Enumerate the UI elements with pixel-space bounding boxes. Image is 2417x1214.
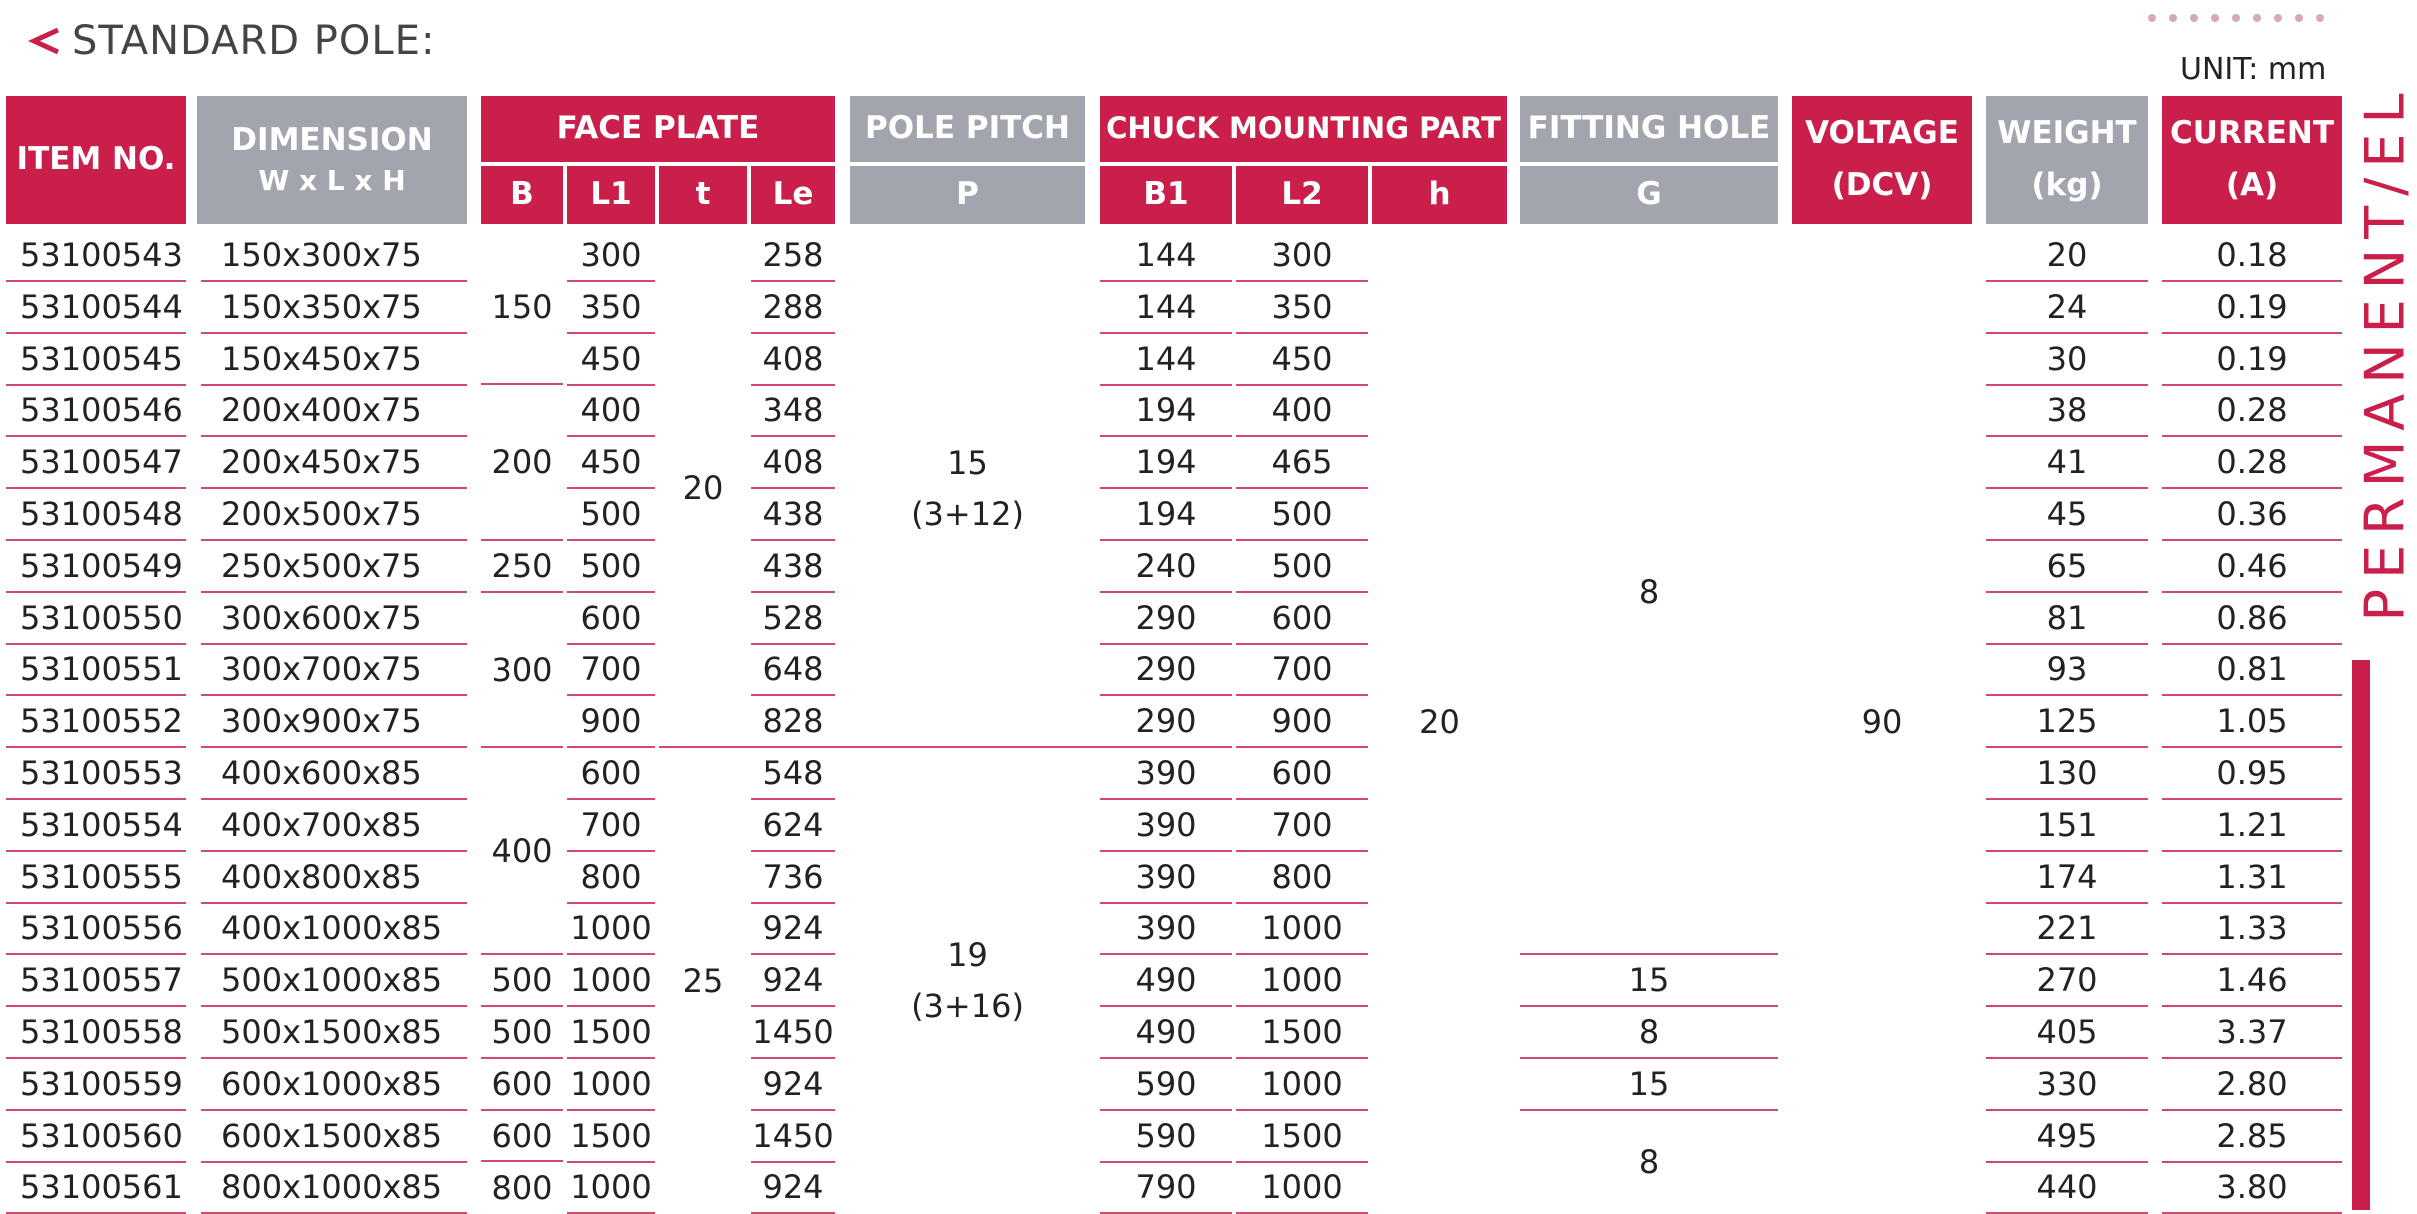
cell-item: 53100548: [6, 489, 186, 541]
merged-b: 150: [491, 288, 553, 327]
cell-l1: 1500: [567, 1007, 655, 1059]
cell-item: 53100555: [6, 852, 186, 904]
cell-le: 438: [751, 541, 835, 593]
cell-weight: 65: [1986, 541, 2148, 593]
cell-dim: 150x450x75: [201, 334, 467, 386]
cell-le: 408: [751, 437, 835, 489]
cell-dim: 250x500x75: [201, 541, 467, 593]
cell-b1: 590: [1100, 1059, 1232, 1111]
merged-b: 600: [491, 1116, 553, 1155]
cell-item: 53100550: [6, 593, 186, 645]
cell-l1: 800: [567, 852, 655, 904]
chevron-left-icon: [28, 24, 62, 58]
merged-p: 19 (3+16): [911, 935, 1024, 1026]
cell-l2: 300: [1236, 230, 1368, 282]
header-g: G: [1520, 166, 1778, 224]
cell-b1: 490: [1100, 1007, 1232, 1059]
cell-current: 1.21: [2162, 800, 2342, 852]
cell-dim: 400x800x85: [201, 852, 467, 904]
merged-b: 800: [491, 1168, 553, 1207]
cell-weight: 270: [1986, 955, 2148, 1007]
cell-l2: 500: [1236, 541, 1368, 593]
cell-dim: 300x900x75: [201, 696, 467, 748]
cell-dim: 200x450x75: [201, 437, 467, 489]
cell-item: 53100557: [6, 955, 186, 1007]
cell-dim: 200x500x75: [201, 489, 467, 541]
cell-current: 1.05: [2162, 696, 2342, 748]
page-title-text: STANDARD POLE:: [72, 18, 436, 64]
cell-weight: 130: [1986, 748, 2148, 800]
cell-weight: 41: [1986, 437, 2148, 489]
cell-weight: 330: [1986, 1059, 2148, 1111]
header-t: t: [659, 166, 747, 224]
cell-weight: 151: [1986, 800, 2148, 852]
merged-t: 20: [682, 469, 724, 508]
cell-l1: 700: [567, 800, 655, 852]
merged-b: 500: [491, 961, 553, 1000]
cell-item: 53100546: [6, 385, 186, 437]
cell-le: 924: [751, 1162, 835, 1214]
cell-l1: 300: [567, 230, 655, 282]
cell-dim: 400x1000x85: [201, 903, 467, 955]
cell-b1: 240: [1100, 541, 1232, 593]
cell-item: 53100561: [6, 1162, 186, 1214]
cell-le: 924: [751, 955, 835, 1007]
cell-item: 53100553: [6, 748, 186, 800]
merged-g: 15: [1628, 961, 1670, 1000]
merged-b: 400: [491, 832, 553, 870]
cell-weight: 125: [1986, 696, 2148, 748]
cell-item: 53100551: [6, 644, 186, 696]
cell-item: 53100560: [6, 1111, 186, 1163]
cell-current: 0.95: [2162, 748, 2342, 800]
cell-current: 0.19: [2162, 282, 2342, 334]
cell-dim: 300x600x75: [201, 593, 467, 645]
cell-item: 53100545: [6, 334, 186, 386]
header-face-plate: FACE PLATE: [481, 96, 835, 162]
cell-dim: 400x600x85: [201, 748, 467, 800]
side-title: [2345, 10, 2417, 622]
cell-item: 53100559: [6, 1059, 186, 1111]
cell-l2: 800: [1236, 852, 1368, 904]
cell-b1: 790: [1100, 1162, 1232, 1214]
cell-current: 2.80: [2162, 1059, 2342, 1111]
header-dimension-label: DIMENSION: [231, 122, 433, 159]
merged-b: 300: [491, 650, 553, 689]
header-dimension: [197, 96, 467, 224]
header-current-label: CURRENT: [2170, 115, 2334, 152]
cell-dim: 800x1000x85: [201, 1162, 467, 1214]
cell-current: 0.86: [2162, 593, 2342, 645]
cell-weight: 495: [1986, 1111, 2148, 1163]
cell-current: 0.28: [2162, 385, 2342, 437]
cell-dim: 600x1000x85: [201, 1059, 467, 1111]
cell-l2: 500: [1236, 489, 1368, 541]
merged-t: 25: [682, 961, 724, 1000]
cell-le: 258: [751, 230, 835, 282]
cell-item: 53100552: [6, 696, 186, 748]
cell-le: 1450: [751, 1111, 835, 1163]
cell-current: 2.85: [2162, 1111, 2342, 1163]
cell-l2: 450: [1236, 334, 1368, 386]
header-current: [2162, 96, 2342, 224]
cell-l1: 1000: [567, 955, 655, 1007]
cell-b1: 390: [1100, 748, 1232, 800]
cell-b1: 290: [1100, 696, 1232, 748]
cell-l2: 1500: [1236, 1007, 1368, 1059]
cell-dim: 300x700x75: [201, 644, 467, 696]
merged-b: 600: [491, 1065, 553, 1104]
cell-l2: 1000: [1236, 955, 1368, 1007]
cell-le: 528: [751, 593, 835, 645]
cell-weight: 30: [1986, 334, 2148, 386]
cell-weight: 45: [1986, 489, 2148, 541]
cell-l1: 1000: [567, 1059, 655, 1111]
merged-g: 8: [1638, 573, 1660, 611]
header-weight-unit: (kg): [2031, 167, 2103, 203]
cell-l2: 600: [1236, 593, 1368, 645]
cell-b1: 590: [1100, 1111, 1232, 1163]
cell-le: 648: [751, 644, 835, 696]
cell-b1: 144: [1100, 334, 1232, 386]
cell-l1: 1000: [567, 903, 655, 955]
cell-dim: 150x350x75: [201, 282, 467, 334]
cell-weight: 221: [1986, 903, 2148, 955]
cell-l1: 1500: [567, 1111, 655, 1163]
cell-l2: 1000: [1236, 1059, 1368, 1111]
header-chuck-mounting-part: CHUCK MOUNTING PART: [1100, 96, 1507, 162]
cell-current: 1.31: [2162, 852, 2342, 904]
cell-item: 53100558: [6, 1007, 186, 1059]
cell-current: 0.36: [2162, 489, 2342, 541]
group-rule: [659, 746, 1107, 748]
cell-l2: 900: [1236, 696, 1368, 748]
cell-le: 924: [751, 903, 835, 955]
cell-dim: 500x1000x85: [201, 955, 467, 1007]
merged-b: 200: [491, 443, 553, 482]
unit-label: UNIT: mm: [2180, 52, 2327, 87]
cell-weight: 38: [1986, 385, 2148, 437]
cell-b1: 490: [1100, 955, 1232, 1007]
cell-weight: 174: [1986, 852, 2148, 904]
header-voltage-label: VOLTAGE: [1805, 115, 1959, 152]
cell-le: 548: [751, 748, 835, 800]
header-current-unit: (A): [2225, 167, 2279, 203]
cell-dim: 600x1500x85: [201, 1111, 467, 1163]
cell-l1: 600: [567, 593, 655, 645]
cell-le: 1450: [751, 1007, 835, 1059]
cell-current: 1.33: [2162, 903, 2342, 955]
cell-dim: 150x300x75: [201, 230, 467, 282]
cell-l2: 1500: [1236, 1111, 1368, 1163]
cell-l2: 1000: [1236, 903, 1368, 955]
cell-b1: 390: [1100, 852, 1232, 904]
cell-b1: 290: [1100, 593, 1232, 645]
cell-l1: 500: [567, 541, 655, 593]
cell-dim: 200x400x75: [201, 385, 467, 437]
cell-weight: 81: [1986, 593, 2148, 645]
header-p: P: [850, 166, 1085, 224]
cell-l1: 600: [567, 748, 655, 800]
cell-le: 408: [751, 334, 835, 386]
cell-le: 438: [751, 489, 835, 541]
cell-le: 624: [751, 800, 835, 852]
cell-b1: 390: [1100, 800, 1232, 852]
cell-l1: 450: [567, 334, 655, 386]
cell-l2: 465: [1236, 437, 1368, 489]
cell-b1: 390: [1100, 903, 1232, 955]
cell-current: 3.37: [2162, 1007, 2342, 1059]
cell-l2: 400: [1236, 385, 1368, 437]
header-item-no: ITEM NO.: [6, 96, 186, 224]
merged-h: 20: [1419, 702, 1460, 741]
cell-l1: 900: [567, 696, 655, 748]
cell-l1: 500: [567, 489, 655, 541]
side-title-text: PERMANENT/EL: [2353, 83, 2417, 622]
cell-l1: 450: [567, 437, 655, 489]
merged-p: 15 (3+12): [911, 443, 1024, 533]
cell-weight: 405: [1986, 1007, 2148, 1059]
cell-b1: 144: [1100, 230, 1232, 282]
cell-l2: 350: [1236, 282, 1368, 334]
header-le: Le: [751, 166, 835, 224]
cell-l1: 350: [567, 282, 655, 334]
cell-current: 0.19: [2162, 334, 2342, 386]
merged-voltage: 90: [1861, 702, 1903, 741]
header-h: h: [1372, 166, 1507, 224]
merged-b: 500: [491, 1013, 553, 1052]
merged-b: 250: [491, 547, 553, 586]
header-voltage-unit: (DCV): [1831, 167, 1933, 203]
cell-item: 53100556: [6, 903, 186, 955]
cell-current: 3.80: [2162, 1162, 2342, 1214]
cell-item: 53100554: [6, 800, 186, 852]
cell-weight: 440: [1986, 1162, 2148, 1214]
cell-current: 0.81: [2162, 644, 2342, 696]
cell-le: 924: [751, 1059, 835, 1111]
cell-l1: 1000: [567, 1162, 655, 1214]
cell-b1: 194: [1100, 437, 1232, 489]
header-fitting-hole: FITTING HOLE: [1520, 96, 1778, 162]
cell-le: 348: [751, 385, 835, 437]
header-dimension-sub: W x L x H: [258, 163, 406, 197]
cell-l2: 700: [1236, 800, 1368, 852]
cell-weight: 24: [1986, 282, 2148, 334]
cell-item: 53100549: [6, 541, 186, 593]
cell-current: 0.46: [2162, 541, 2342, 593]
cell-b1: 290: [1100, 644, 1232, 696]
header-weight-label: WEIGHT: [1997, 115, 2137, 152]
cell-b1: 194: [1100, 489, 1232, 541]
cell-le: 828: [751, 696, 835, 748]
cell-dim: 500x1500x85: [201, 1007, 467, 1059]
cell-l2: 700: [1236, 644, 1368, 696]
cell-l2: 600: [1236, 748, 1368, 800]
cell-current: 0.28: [2162, 437, 2342, 489]
cell-weight: 93: [1986, 644, 2148, 696]
merged-g: 8: [1638, 1013, 1660, 1052]
cell-le: 288: [751, 282, 835, 334]
cell-l2: 1000: [1236, 1162, 1368, 1214]
decorative-dots: [2148, 14, 2324, 22]
side-accent-bar: [2352, 660, 2370, 1210]
header-weight: [1986, 96, 2148, 224]
header-voltage: [1792, 96, 1972, 224]
cell-item: 53100543: [6, 230, 186, 282]
merged-g: 8: [1638, 1142, 1660, 1181]
cell-dim: 400x700x85: [201, 800, 467, 852]
header-b1: B1: [1100, 166, 1232, 224]
cell-weight: 20: [1986, 230, 2148, 282]
cell-l1: 700: [567, 644, 655, 696]
header-l1: L1: [567, 166, 655, 224]
merged-g: 15: [1628, 1065, 1670, 1104]
cell-b1: 144: [1100, 282, 1232, 334]
cell-le: 736: [751, 852, 835, 904]
header-l2: L2: [1236, 166, 1368, 224]
header-b: B: [481, 166, 563, 224]
header-pole-pitch: POLE PITCH: [850, 96, 1085, 162]
cell-item: 53100547: [6, 437, 186, 489]
cell-current: 0.18: [2162, 230, 2342, 282]
cell-item: 53100544: [6, 282, 186, 334]
page-title: [28, 18, 435, 64]
cell-b1: 194: [1100, 385, 1232, 437]
cell-l1: 400: [567, 385, 655, 437]
cell-current: 1.46: [2162, 955, 2342, 1007]
